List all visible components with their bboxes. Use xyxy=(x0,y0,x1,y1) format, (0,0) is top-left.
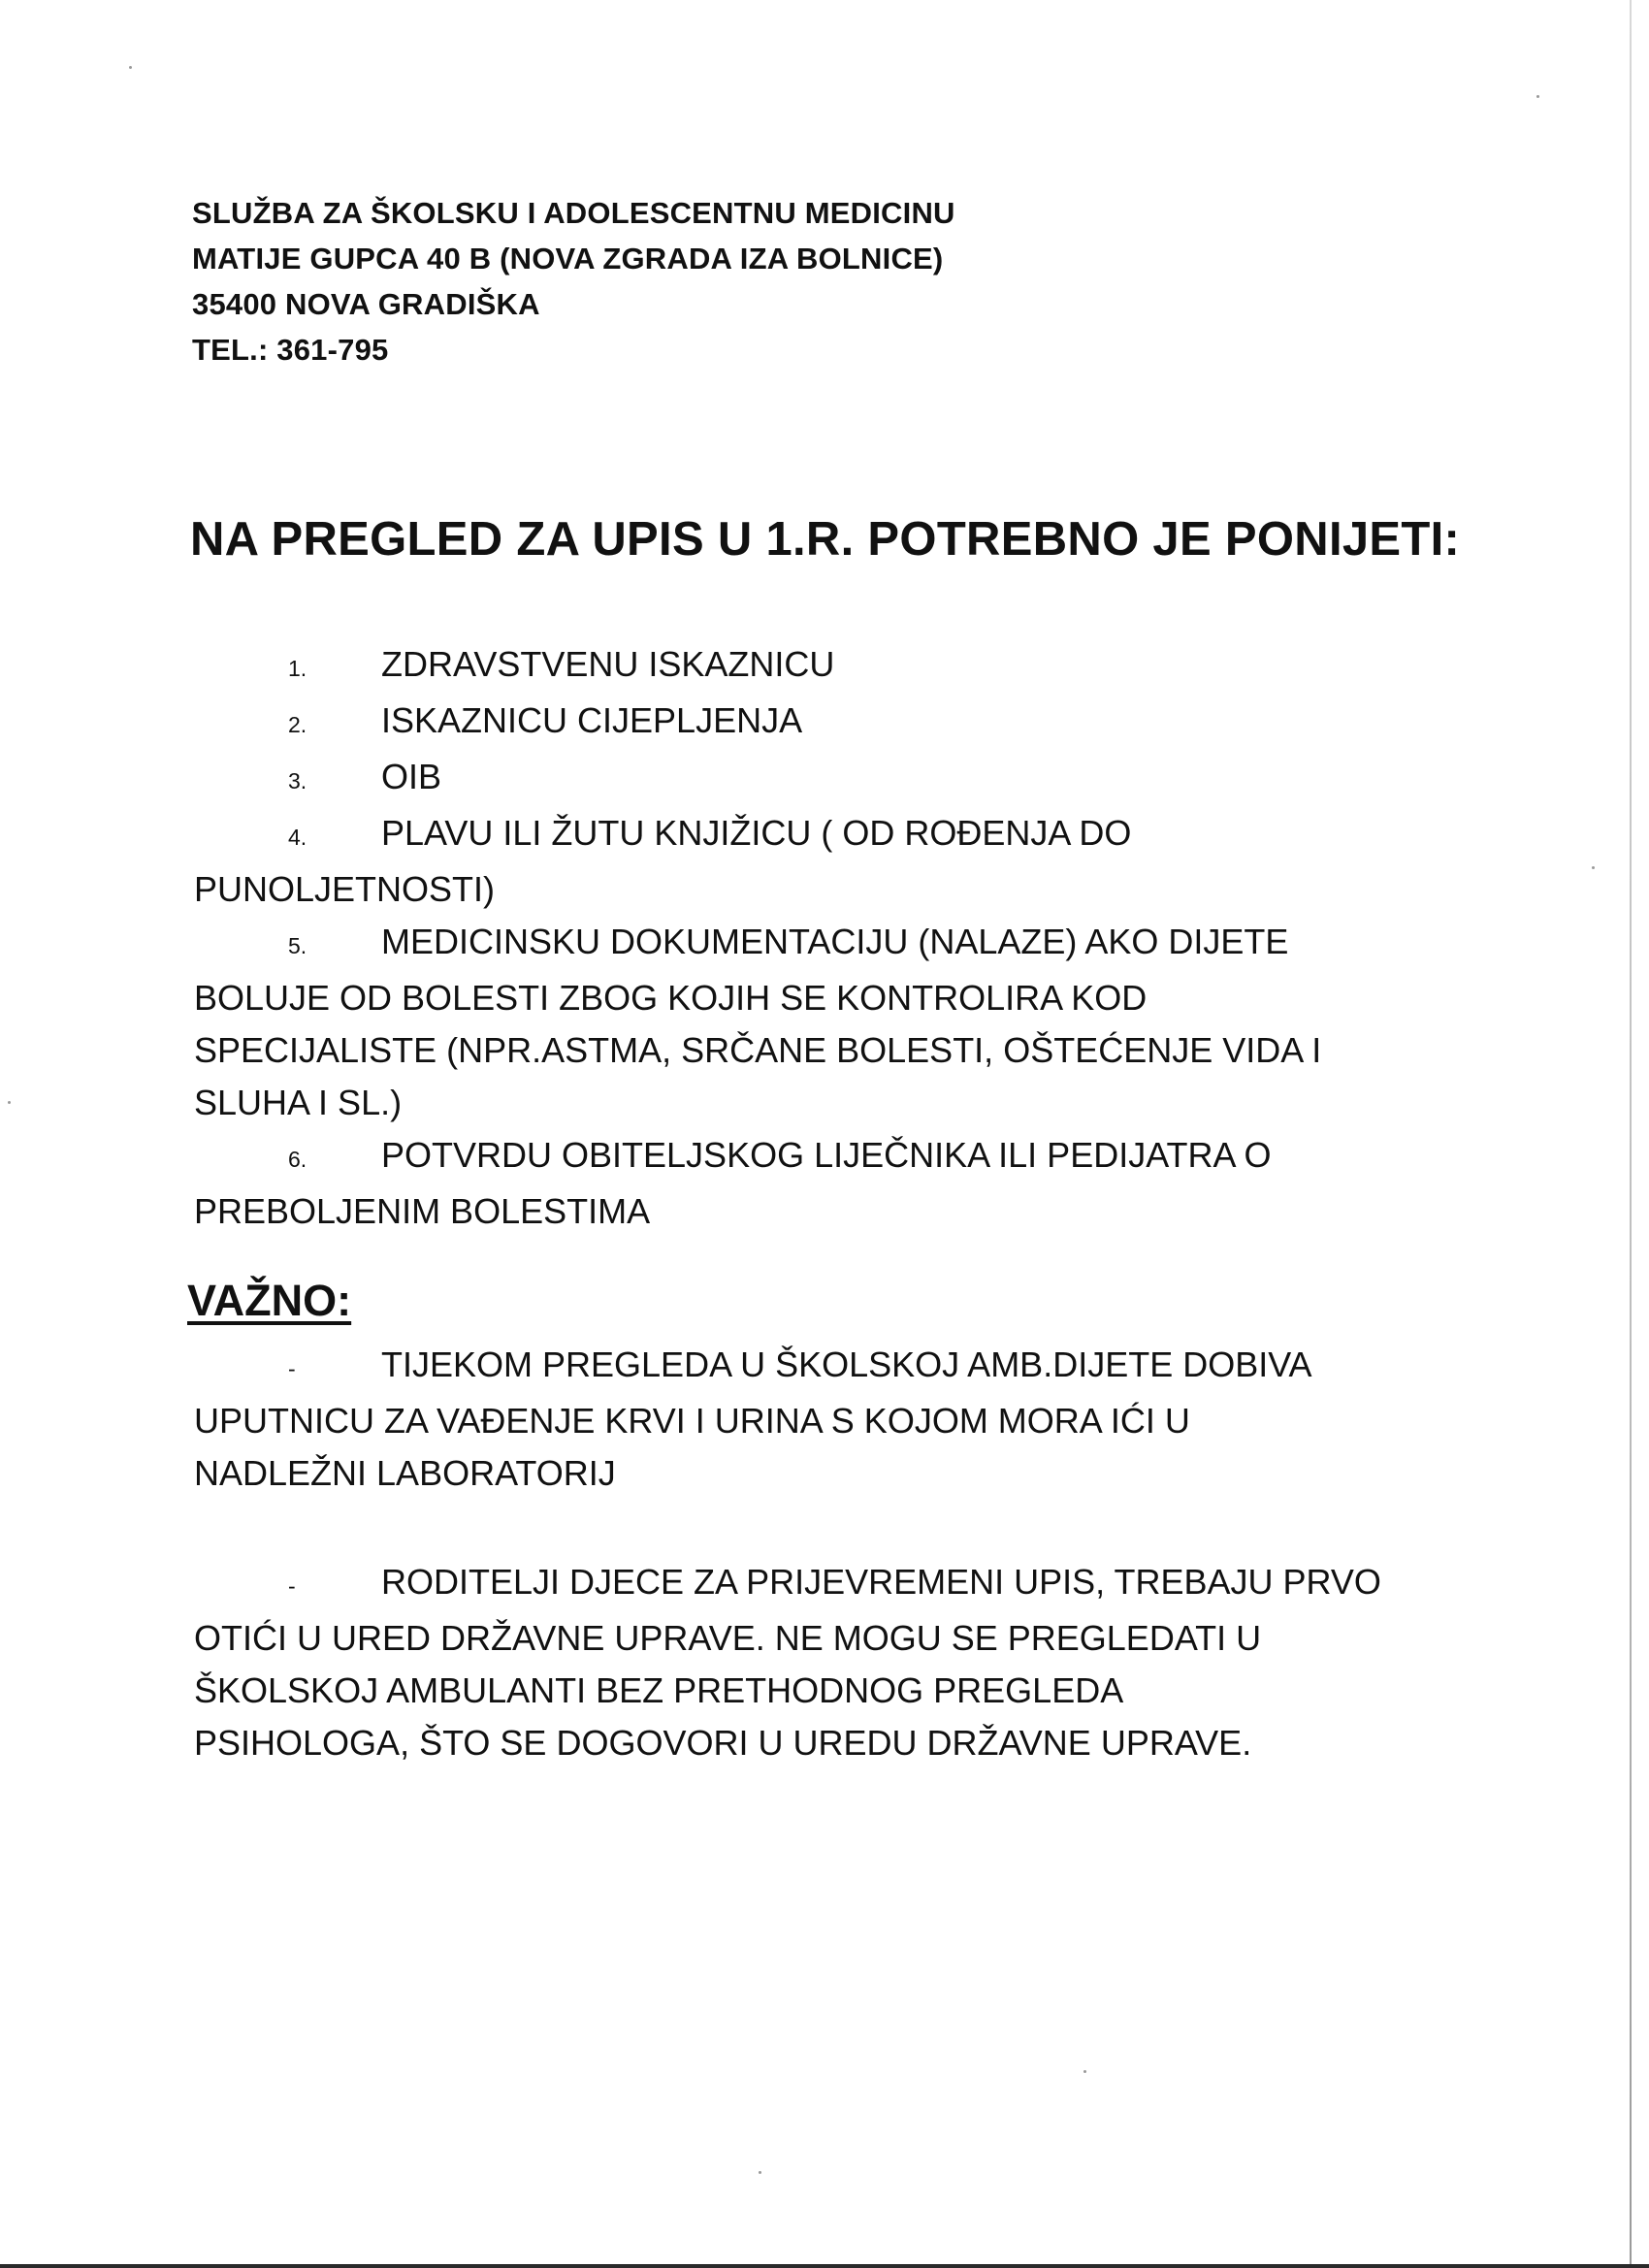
list-item-continuation: PUNOLJETNOSTI) xyxy=(194,869,496,909)
list-item xyxy=(194,916,1423,1129)
list-item-number: 2. xyxy=(288,712,307,737)
letterhead-city: 35400 NOVA GRADIŠKA xyxy=(192,287,540,321)
scan-speck xyxy=(1083,2070,1086,2073)
scan-speck xyxy=(8,1101,11,1104)
list-item xyxy=(288,638,1423,695)
list-item-number: 4. xyxy=(288,825,307,850)
scan-speck xyxy=(759,2171,761,2174)
page-title: NA PREGLED ZA UPIS U 1.R. POTREBNO JE PONIJETI: xyxy=(190,513,1461,566)
letterhead xyxy=(192,190,955,373)
list-item xyxy=(194,1129,1423,1238)
letterhead-service: SLUŽBA ZA ŠKOLSKU I ADOLESCENTNU MEDICINU xyxy=(192,196,955,230)
note-continuation: NADLEŽNI LABORATORIJ xyxy=(194,1453,616,1493)
scan-speck xyxy=(129,66,132,69)
list-item-text: MEDICINSKU DOKUMENTACIJU (NALAZE) AKO DIJETE xyxy=(381,922,1289,961)
scan-edge-right xyxy=(1630,0,1632,2268)
note-bullet: - xyxy=(288,1573,296,1599)
scan-speck xyxy=(1536,95,1539,98)
note-bullet: - xyxy=(288,1356,296,1381)
list-item-number: 1. xyxy=(288,656,307,681)
note-text: RODITELJI DJECE ZA PRIJEVREMENI UPIS, TREBAJU PRVO xyxy=(381,1562,1381,1602)
note-continuation: OTIĆI U URED DRŽAVNE UPRAVE. NE MOGU SE PREGLEDATI U xyxy=(194,1618,1262,1658)
list-item-text: OIB xyxy=(381,757,442,796)
list-item-text: PLAVU ILI ŽUTU KNJIŽICU ( OD ROĐENJA DO xyxy=(381,813,1132,853)
list-item xyxy=(288,695,1423,751)
list-item-text: ZDRAVSTVENU ISKAZNICU xyxy=(381,644,835,684)
list-item-number: 3. xyxy=(288,768,307,794)
list-item-number: 5. xyxy=(288,933,307,958)
list-item-continuation: SPECIJALISTE (NPR.ASTMA, SRČANE BOLESTI, OŠTEĆENJE VIDA I xyxy=(194,1030,1322,1070)
important-note xyxy=(194,1339,1423,1500)
list-item-text: POTVRDU OBITELJSKOG LIJEČNIKA ILI PEDIJATRA O xyxy=(381,1135,1272,1175)
list-item-text: ISKAZNICU CIJEPLJENJA xyxy=(381,700,803,740)
required-items-list xyxy=(194,638,1423,1238)
note-continuation: PSIHOLOGA, ŠTO SE DOGOVORI U UREDU DRŽAVNE UPRAVE. xyxy=(194,1723,1252,1763)
note-continuation: ŠKOLSKOJ AMBULANTI BEZ PRETHODNOG PREGLEDA xyxy=(194,1670,1124,1710)
list-item xyxy=(194,807,1423,916)
note-text: TIJEKOM PREGLEDA U ŠKOLSKOJ AMB.DIJETE DOBIVA xyxy=(381,1345,1312,1384)
important-heading: VAŽNO: xyxy=(187,1276,352,1325)
list-item-number: 6. xyxy=(288,1147,307,1172)
scan-speck xyxy=(1592,866,1595,869)
list-item-continuation: PREBOLJENIM BOLESTIMA xyxy=(194,1191,651,1231)
scan-margin xyxy=(1632,0,1649,2268)
scan-edge-bottom xyxy=(0,2264,1649,2268)
letterhead-phone: TEL.: 361-795 xyxy=(192,333,389,367)
list-item xyxy=(288,751,1423,807)
list-item-continuation: SLUHA I SL.) xyxy=(194,1083,403,1122)
important-note xyxy=(194,1556,1423,1769)
list-item-continuation: BOLUJE OD BOLESTI ZBOG KOJIH SE KONTROLIRA KOD xyxy=(194,978,1148,1018)
note-continuation: UPUTNICU ZA VAĐENJE KRVI I URINA S KOJOM MORA IĆI U xyxy=(194,1401,1190,1441)
letterhead-address: MATIJE GUPCA 40 B (NOVA ZGRADA IZA BOLNICE) xyxy=(192,242,944,275)
